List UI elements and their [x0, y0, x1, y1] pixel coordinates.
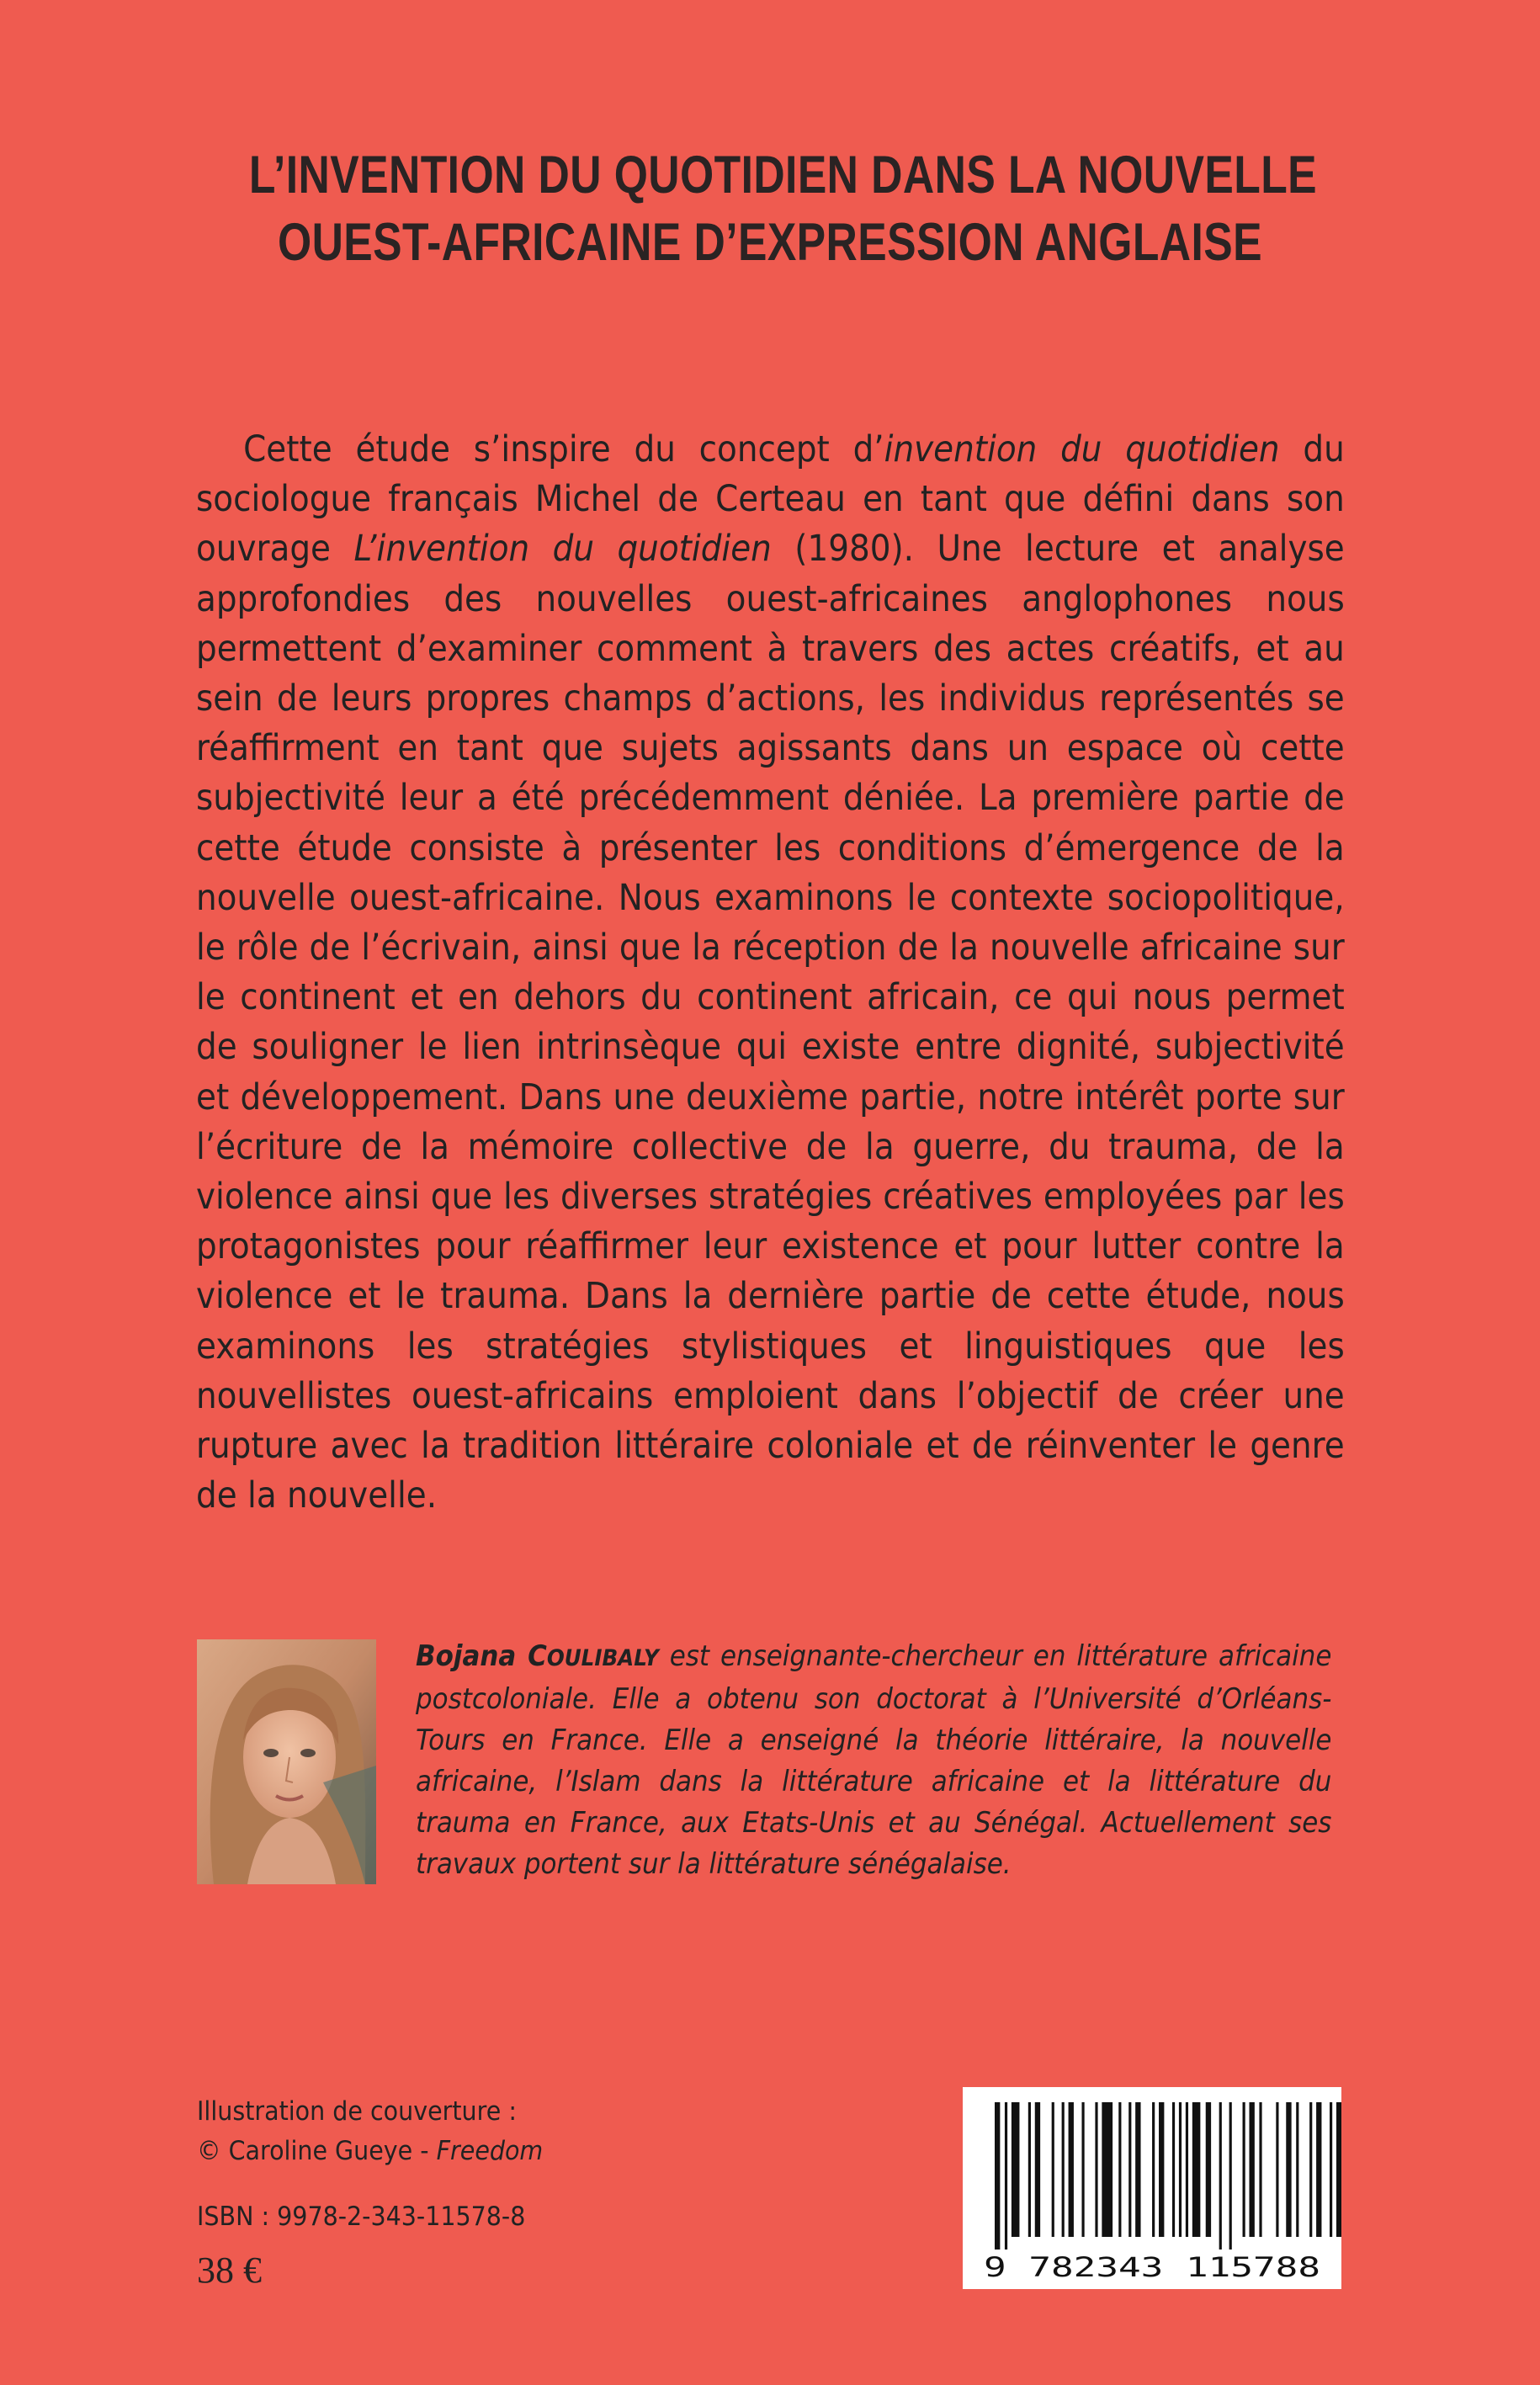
title-line-2: OUEST-AFRICAINE D’EXPRESSION ANGLAISE: [277, 213, 1263, 272]
barcode-bar: [1330, 2102, 1332, 2237]
barcode-bars: [995, 2102, 1341, 2250]
barcode-bar: [1152, 2102, 1155, 2237]
barcode-bar: [1276, 2102, 1278, 2237]
barcode-bar: [1309, 2102, 1312, 2237]
barcode-bar: [1118, 2102, 1121, 2237]
barcode-bar: [1286, 2102, 1291, 2237]
barcode-bar: [1062, 2102, 1065, 2237]
barcode-bar: [1128, 2102, 1131, 2237]
barcode-bar: [1052, 2102, 1054, 2237]
barcode-bar: [1102, 2102, 1113, 2237]
book-title: [248, 141, 1318, 276]
barcode-bar: [1243, 2102, 1245, 2237]
barcode-bar: [1186, 2102, 1188, 2237]
author-name: Bojana COULIBALY: [416, 1639, 659, 1673]
credits-copyright: © Caroline Gueye -: [197, 2136, 437, 2166]
author-bio: [416, 1636, 1331, 1885]
barcode-bar: [1035, 2102, 1040, 2237]
summary-text-2: du sociologue français Michel de Certeau en tant que défini dans son ouvrage: [196, 428, 1345, 571]
barcode: [963, 2087, 1341, 2289]
barcode-bar: [1179, 2102, 1182, 2237]
summary-italic-1: invention du quotidien: [884, 428, 1280, 470]
cover-credits: [197, 2092, 543, 2171]
barcode-bar: [1259, 2102, 1261, 2237]
price: 38 €: [197, 2250, 262, 2291]
credits-artwork: Freedom: [436, 2136, 544, 2166]
barcode-bar: [1081, 2102, 1084, 2237]
barcode-bar: [1159, 2102, 1164, 2237]
summary-text-3: (1980). Une lecture et analyse approfondies des nouvelles ouest-africaines anglophones nous permettent d’examiner comment à travers des actes créatifs, et au sein de leurs propres champs d’actions, les individus représentés se réaffirment en tant que sujets agissants dans un espace où cette subjectivité leur a été précédemment déniée. La première partie de cette étude consiste à présenter les conditions d’émergence de la nouvelle ouest-africaine. Nous examinons le contexte sociopolitique, le rôle de l’écrivain, ainsi que la réception de la nouvelle africaine sur le continent et en dehors du continent africain, ce qui nous permet de souligner le lien intrinsèque qui existe entre dignité, subjectivité et développement. Dans une deuxième partie, notre intérêt porte sur l’écriture de la mémoire collective de la guerre, du trauma, de la violence ainsi que les diverses stratégies créatives employées par les protagonistes pour réaffirmer leur existence et pour lutter contre la violence et le trauma. Dans la dernière partie de cette étude, nous examinons les stratégies stylistiques et linguistiques que les nouvellistes ouest-africains emploient dans l’objectif de créer une rupture avec la tradition littéraire coloniale et de réinventer le genre de la nouvelle.: [196, 528, 1345, 1517]
barcode-bar: [1012, 2102, 1020, 2237]
barcode-bar: [1028, 2102, 1031, 2237]
title-line-1: L’INVENTION DU QUOTIDIEN DANS LA NOUVELLE: [248, 146, 1318, 205]
barcode-graphic: [963, 2087, 1341, 2289]
barcode-bar: [1336, 2102, 1341, 2237]
barcode-bar: [1229, 2102, 1232, 2250]
isbn: ISBN : 9978-2-343-11578-8: [197, 2202, 526, 2232]
book-summary: [196, 425, 1345, 1521]
barcode-bar: [1249, 2102, 1254, 2237]
barcode-bar: [1005, 2102, 1007, 2250]
barcode-bar: [1206, 2102, 1211, 2237]
summary-italic-2: L’invention du quotidien: [353, 528, 772, 571]
barcode-bar: [1095, 2102, 1097, 2237]
credits-label: Illustration de couverture :: [197, 2096, 517, 2127]
barcode-bar: [1172, 2102, 1175, 2237]
barcode-digits: 9 782343 115788: [984, 2251, 1320, 2283]
barcode-bar: [1219, 2102, 1222, 2250]
credits-line: [197, 2132, 543, 2171]
author-bio-text: est enseignante-chercheur en littérature africaine postcoloniale. Elle a obtenu son doctorat à l’Université d’Orléans-Tours en France. Elle a enseigné la théorie littéraire, la nouvelle africaine, l’Islam dans la littérature africaine et la littérature du trauma en France, aux Etats-Unis et au Sénégal. Actuellement ses travaux portent sur la littérature sénégalaise.: [416, 1639, 1332, 1881]
barcode-bar: [995, 2102, 1000, 2250]
summary-text-1: Cette étude s’inspire du concept d’: [243, 428, 884, 470]
barcode-bar: [1296, 2102, 1298, 2237]
author-photo: [197, 1639, 376, 1884]
barcode-bar: [1316, 2102, 1321, 2237]
barcode-bar: [1069, 2102, 1074, 2237]
barcode-bar: [1135, 2102, 1140, 2237]
barcode-bar: [1192, 2102, 1201, 2237]
